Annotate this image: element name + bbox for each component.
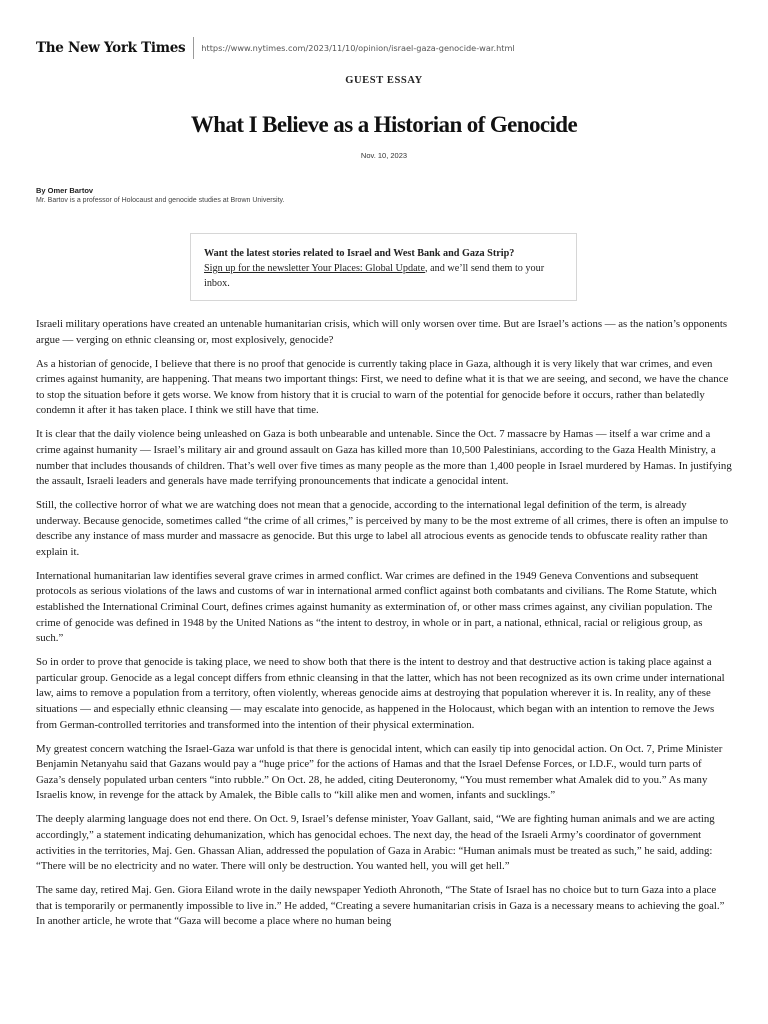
body-paragraph: The same day, retired Maj. Gen. Giora Eiland wrote in the daily newspaper Yedioth Ahronoth, “The State of Israel has no choice but to turn Gaza into a place that is temporarily or permanently impossible to live in.” He added, “Creating a severe humanitarian crisis in Gaza is a necessary means to achieving the goal.” In another article, he wrote that “Gaza will become a place where no human being	[36, 884, 725, 928]
body-paragraph: It is clear that the daily violence being unleashed on Gaza is both unbearable and untenable. Since the Oct. 7 massacre by Hamas — itself a war crime and a crime against humanity — Israel’s military air and ground assault on Gaza has killed more than 10,500 Palestinians, according to the Gaza Health Ministry, a number that includes thousands of children. That’s well over five times as many people as the more than 1,400 people in Israel murdered by Hamas. In justifying the assault, Israeli leaders and generals have made terrifying pronouncements that indicate a genocidal intent.	[36, 428, 732, 488]
body-paragraph: My greatest concern watching the Israel-Gaza war unfold is that there is genocidal intent, which can easily tip into genocidal action. On Oct. 7, Prime Minister Benjamin Netanyahu said that Gazans would pay a “huge price” for the actions of Hamas and that the Israel Defense Forces, or I.D.F., would turn parts of Gaza’s densely populated urban centers “into rubble.” On Oct. 28, he added, citing Deuteronomy, “You must remember what Amalek did to you.” As many Israelis know, in revenge for the attack by Amalek, the Bible calls to “kill alike men and women, infants and sucklings.”	[36, 742, 723, 802]
article-kicker: GUEST ESSAY	[345, 75, 423, 86]
promo-tail-text: , and we’ll send them to your inbox.	[204, 263, 545, 289]
publication-date: Nov. 10, 2023	[360, 151, 408, 160]
body-paragraph: Still, the collective horror of what we are watching does not mean that a genocide, according to the international legal definition of the term, is already underway. Because genocide, sometimes called “the crime of all crimes,” is perceived by many to be the most extreme of all crimes, there is often an impulse to describe any instance of mass murder and massacre as genocide. But this urge to label all atrocious events as genocide tends to obfuscate reality rather than explain it.	[36, 499, 729, 558]
byline: By Omer Bartov	[36, 186, 94, 195]
article-headline: What I Believe as a Historian of Genocide	[190, 112, 578, 137]
body-paragraph: As a historian of genocide, I believe that there is no proof that genocide is currently taking place in Gaza, although it is very likely that war crimes, and even crimes against humanity, are happening. That means two important things: First, we need to define what it is that we are seeing, and second, we have the chance to stop the situation before it gets worse. We know from history that it is crucial to warn of the potential for genocide before it occurs, rather than belatedly condemn it after it has taken place. I think we still have that time.	[36, 357, 729, 417]
body-paragraph: The deeply alarming language does not end there. On Oct. 9, Israel’s defense minister, Yoav Gallant, said, “We are fighting human animals and we are acting accordingly,” a statement indicating dehumanization, which has genocidal echoes. The next day, the head of the Israeli Army’s coordinator of government activities in the territories, Maj. Gen. Ghassan Alian, addressed the population of Gaza in Arabic: “Human animals must be treated as such,” he said, adding: “There will be no electricity and no water. There will only be destruction. You wanted hell, you will get hell.”	[36, 813, 715, 873]
author-bio: Mr. Bartov is a professor of Holocaust and genocide studies at Brown University.	[36, 197, 285, 204]
article-url: https://www.nytimes.com/2023/11/10/opinion/israel-gaza-genocide-war.html	[201, 43, 515, 53]
newsletter-promo-box	[190, 233, 577, 301]
body-paragraph: International humanitarian law identifies several grave crimes in armed conflict. War crimes are defined in the 1949 Geneva Conventions and subsequent protocols as serious violations of the laws and customs of war in international armed conflict against both combatants and civilians. The Rome Statute, which established the International Criminal Court, defines crimes against humanity as extermination of, or other mass crimes against, any civilian population. The crime of genocide was defined in 1948 by the United Nations as “the intent to destroy, in whole or in part, a national, ethnical, racial or religious group, as such.”	[36, 569, 717, 645]
page-header	[36, 36, 515, 60]
promo-question: Want the latest stories related to Israel and West Bank and Gaza Strip?	[204, 248, 515, 259]
header-divider	[193, 37, 194, 59]
article-body	[36, 317, 732, 938]
newsletter-signup-link[interactable]: Sign up for the newsletter Your Places: Global Update	[204, 263, 425, 274]
nyt-masthead-logo[interactable]: The New York Times	[36, 40, 186, 56]
body-paragraph: So in order to prove that genocide is taking place, we need to show both that there is the intent to destroy and that destructive action is taking place against a particular group. Genocide as a legal concept differs from ethnic cleansing in that the latter, which has not been recognized as its own crime under international law, aims to remove a population from a territory, often violently, whereas genocide aims at destroying that population wherever it is. In reality, any of these situations — and especially ethnic cleansing — may escalate into genocide, as happened in the Holocaust, which began with an intention to remove the Jews from German-controlled territories and transformed into the intention of their physical extermination.	[36, 656, 725, 731]
body-paragraph: Israeli military operations have created an untenable humanitarian crisis, which will only worsen over time. But are Israel’s actions — as the nation’s opponents argue — verging on ethnic cleansing or, most explosively, genocide?	[36, 318, 728, 346]
